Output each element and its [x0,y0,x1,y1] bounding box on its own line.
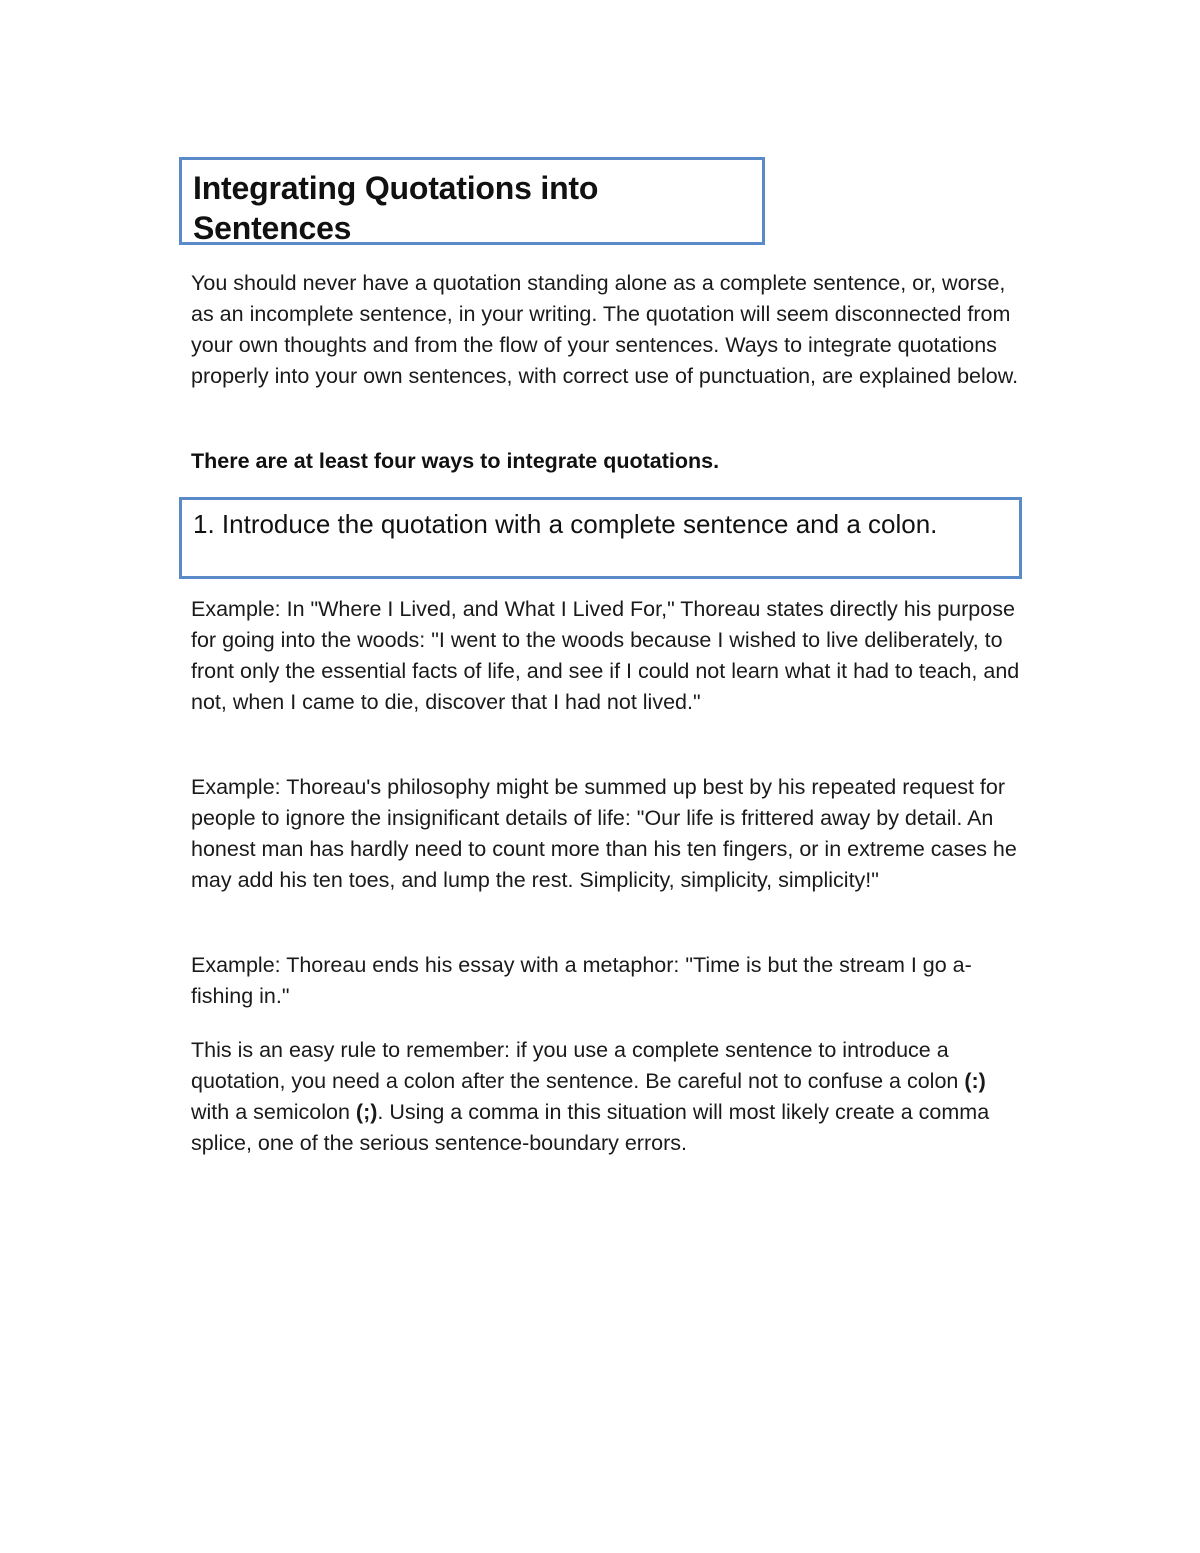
section-heading-box [179,497,1022,579]
title-box [179,157,765,245]
rule-paragraph [191,1035,1021,1159]
colon-symbol: (:) [964,1069,986,1093]
rule-text: This is an easy rule to remember: if you use a complete sentence to introduce a quotation, you need a colon after the sentence. Be careful not to confuse a colon [191,1038,965,1093]
example-paragraph: Example: In "Where I Lived, and What I Lived For," Thoreau states directly his purpose for going into the woods: "I went to the woods because I wished to live deliberately, to front only the essential facts of life, and see if I could not learn what it had to teach, and not, when I came to die, discover that I had not lived." [191,597,1020,714]
semicolon-symbol: (;) [355,1100,378,1124]
example-paragraph: Example: Thoreau ends his essay with a metaphor: "Time is but the stream I go a-fishing in." [191,953,972,1008]
example-paragraph: Example: Thoreau's philosophy might be summed up best by his repeated request for people to ignore the insignificant details of life: "Our life is frittered away by detail. An honest man has hardly need to count more than his ten fingers, or in extreme cases he may add his ten toes, and lump the rest. Simplicity, simplicity, simplicity!" [191,775,1017,892]
rule-text: . Using a comma in this situation will most likely create a comma splice, one of the serious sentence-boundary errors. [191,1100,990,1155]
page-title: Integrating Quotations into Sentences [193,170,599,246]
section-heading: 1. Introduce the quotation with a complete sentence and a colon. [193,509,938,539]
lead-sentence: There are at least four ways to integrate quotations. [191,449,720,473]
intro-paragraph: You should never have a quotation standing alone as a complete sentence, or, worse, as an incomplete sentence, in your writing. The quotation will seem disconnected from your own thoughts and from the flow of your sentences. Ways to integrate quotations properly into your own sentences, with correct use of punctuation, are explained below. [191,271,1019,388]
rule-text: with a semicolon [191,1100,356,1124]
